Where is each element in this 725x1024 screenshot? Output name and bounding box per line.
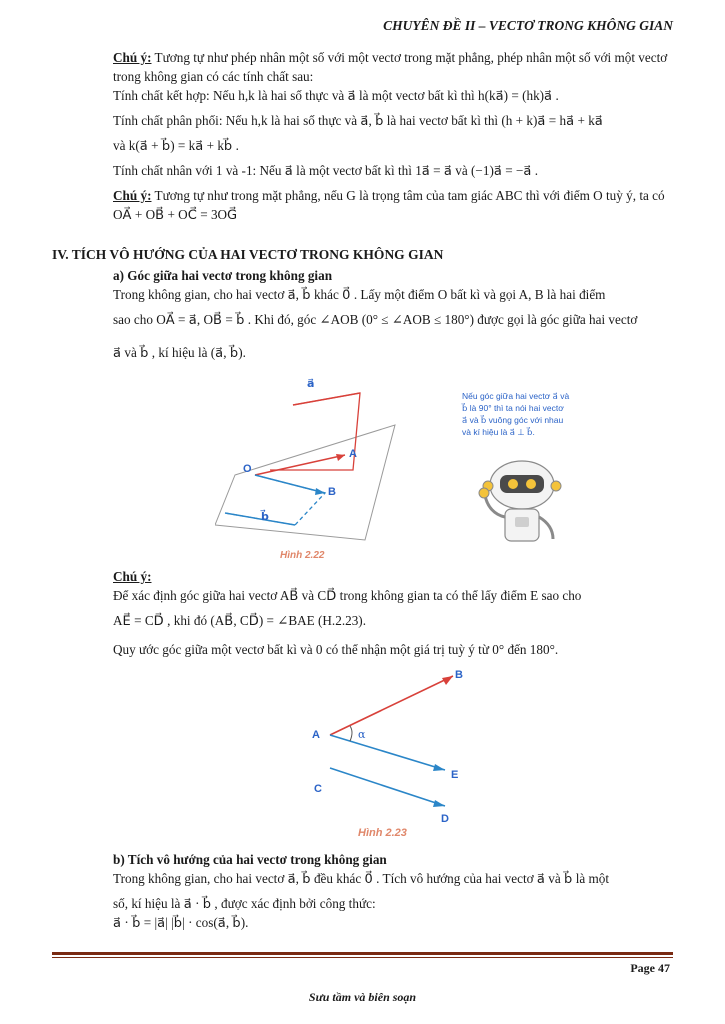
label-E: E [451,769,459,781]
page-number: Page 47 [630,961,670,975]
prop-unit: Tính chất nhân với 1 và -1: Nếu a⃗ là một vectơ bất kì thì 1a⃗ = a⃗ và (−1)a⃗ = −a⃗ . [113,163,539,178]
vector-a-top [293,393,360,405]
note-2-text: Tương tự như trong mặt phẳng, nếu G là trọng tâm của tam giác ABC thì với điểm O tuỳ ý, ta có OA⃗ + OB⃗ + OC⃗ = 3OG⃗ [113,188,665,222]
label-b: b⃗ [261,511,269,523]
note-2 [113,186,673,224]
formula: a⃗ · b⃗ = |a⃗| |b⃗| · cos(a⃗, b⃗). [113,915,249,930]
prop-distributive-2: và k(a⃗ + b⃗) = ka⃗ + kb⃗ . [113,138,239,153]
vector-AB-head [442,676,453,685]
blue-plane [225,475,325,525]
label-a: a⃗ [307,378,315,390]
para-b-1: Trong không gian, cho hai vectơ a⃗, b⃗ đều khác 0⃗ . Tích vô hướng của hai vectơ a⃗ và b⃗ là một [113,871,610,886]
gray-plane [215,425,395,540]
footer-rule [52,952,673,955]
footer-rule-thin [52,957,673,958]
convention: Quy ước góc giữa một vectơ bất kì và 0 có thể nhận một giá trị tuỳ ý từ 0° đến 180°. [113,642,559,657]
caption-2-22: Hình 2.22 [280,550,325,561]
para-a-2: sao cho OA⃗ = a⃗, OB⃗ = b⃗ . Khi đó, góc ∠AOB (0° ≤ ∠AOB ≤ 180°) được gọi là góc giữa hai vectơ [113,312,638,327]
content [113,48,673,224]
label-A: A [349,448,357,460]
content-4 [113,850,673,932]
red-plane [270,393,360,470]
label-O: O [243,463,252,475]
vector-AE [330,735,445,770]
label-D: D [441,813,449,825]
note-2-label: Chú ý: [113,188,152,203]
robot-illustration [479,461,561,541]
robot-note-3: a⃗ và b⃗ vuông góc với nhau [462,415,564,425]
vector-b-bottom [225,513,295,525]
footer-credit: Sưu tầm và biên soạn [308,990,417,1004]
label-B: B [455,669,463,681]
label-B: B [328,486,336,498]
para-a-3: a⃗ và b⃗ , kí hiệu là (a⃗, b⃗). [113,345,246,360]
figure-2-22 [215,375,675,565]
label-A: A [312,729,320,741]
content-2 [113,266,673,362]
label-alpha: α [358,728,366,741]
vector-AB [330,676,453,735]
robot-note-1: Nếu góc giữa hai vectơ a⃗ và [462,391,570,401]
vector-CD [330,768,445,806]
figure-2-23 [300,660,480,840]
vector-OA-head [336,454,345,461]
label-C: C [314,783,322,795]
note-3-line-2: AE⃗ = CD⃗ , khi đó (AB⃗, CD⃗) = ∠BAE (H.2.23). [113,613,366,628]
section-title: IV. TÍCH VÔ HƯỚNG CỦA HAI VECTƠ TRONG KHÔNG GIAN [52,247,444,262]
note-1-label: Chú ý: [113,50,152,65]
para-a-1: Trong không gian, cho hai vectơ a⃗, b⃗ khác 0⃗ . Lấy một điểm O bất kì và gọi A, B là hai điểm [113,287,606,302]
robot-note-2: b⃗ là 90° thì ta nói hai vectơ [462,403,564,413]
prop-distributive-1: Tính chất phân phối: Nếu h,k là hai số thực và a⃗, b⃗ là hai vectơ bất kì thì (h + k)a⃗ = ha⃗ + ka⃗ [113,113,603,128]
para-b-2: số, kí hiệu là a⃗ · b⃗ , được xác định bởi công thức: [113,896,376,911]
caption-2-23: Hình 2.23 [358,827,407,839]
vector-AE-head [433,764,445,771]
note-1-text: Tương tự như phép nhân một số với một vectơ trong mặt phẳng, phép nhân một số với một vectơ trong không gian có các tính chất sau: [113,50,668,84]
robot-note-4: và kí hiệu là a⃗ ⊥ b⃗. [462,427,535,437]
subsection-b-title: b) Tích vô hướng của hai vectơ trong không gian [113,852,387,867]
vector-OB [255,475,325,493]
content-3 [113,567,673,659]
subsection-a-title: a) Góc giữa hai vectơ trong không gian [113,268,333,283]
angle-arc [350,726,352,741]
note-3-label-line [113,567,673,586]
vector-CD-head [433,800,445,807]
page-header: CHUYÊN ĐỀ II – VECTƠ TRONG KHÔNG GIAN [383,18,673,33]
note-3-label: Chú ý: [113,569,152,584]
note-3-line-1: Để xác định góc giữa hai vectơ AB⃗ và CD⃗ trong không gian ta có thể lấy điểm E sao cho [113,588,582,603]
note-1 [113,48,673,86]
prop-associative: Tính chất kết hợp: Nếu h,k là hai số thực và a⃗ là một vectơ bất kì thì h(ka⃗) = (hk)a⃗ . [113,88,559,103]
